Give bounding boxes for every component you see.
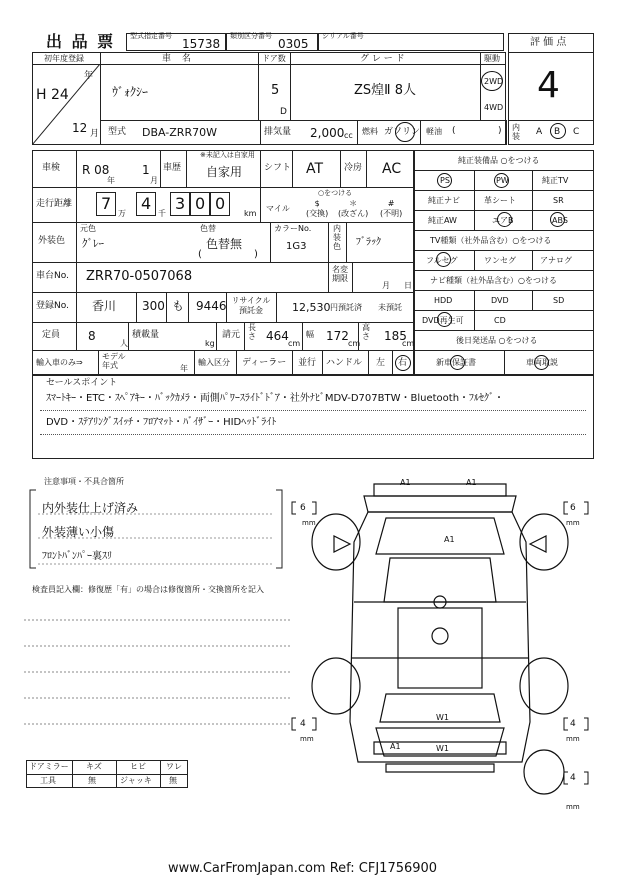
interior-color-value: ﾌﾞﾗｯｸ: [356, 237, 381, 248]
tools-header-scratch: キズ: [86, 762, 102, 771]
equip-pw: PW: [496, 176, 509, 185]
plate-kana: も: [172, 299, 185, 313]
damage-mark-front-bumper-2: A1: [466, 478, 477, 487]
height-label: 高さ: [362, 323, 370, 341]
equip-airbag-circle: [497, 212, 512, 227]
send-warranty-circle: [450, 355, 465, 370]
first-reg-month-unit: 月: [90, 129, 100, 139]
handle-right: 右: [398, 358, 408, 368]
form-title: 出 品 票: [46, 32, 116, 51]
height-unit: cm: [402, 339, 415, 348]
score-label: 評 価 点: [530, 37, 567, 48]
mile-opt-exchange: $ (交換): [306, 199, 329, 218]
tire-depth-rear-left: 4: [300, 719, 306, 729]
name-change-label: 名変期限: [332, 265, 348, 284]
inspector-note-label: 検査員記入欄：修復歴「有」の場合は修復箇所・交換箇所を記入: [32, 585, 264, 594]
mileage-km: km: [244, 209, 257, 218]
tools-tool-value: 無: [88, 776, 96, 785]
class-number-value: 0305: [278, 37, 309, 51]
note-item-1: 内外装仕上げ済み: [42, 501, 139, 515]
tools-header-break: ワレ: [166, 762, 182, 771]
damage-mark-rear: W1: [436, 713, 449, 722]
color-paren-left: (: [198, 249, 202, 260]
equip-ps: PS: [440, 176, 450, 185]
type-number-value: 15738: [182, 37, 221, 51]
mile-opt-tampered: ＊ (改ざん): [338, 199, 369, 218]
car-name-value: ｳﾞｫｸｼｰ: [112, 85, 149, 99]
send-manual: 車両取説: [526, 358, 558, 367]
class-number-label: 類別区分番号: [230, 32, 272, 40]
capacity-unit: 人: [120, 339, 128, 348]
tools-header-crack: ヒビ: [130, 762, 146, 771]
note-item-2: 外装薄い小傷: [42, 525, 115, 539]
model-year-label: モデル年式: [102, 352, 126, 370]
fuel-label: 燃料: [362, 127, 378, 136]
type-number-label: 型式指定番号: [130, 32, 172, 40]
equip-abs-circle: [550, 212, 565, 227]
recycle-paid: 円預託済: [330, 303, 362, 312]
color-orig-label: 元色: [80, 224, 96, 233]
tv-fullseg: フルセグ: [426, 256, 458, 265]
send-warranty: 新車保証書: [436, 358, 476, 367]
tire-depth-front-right: 6: [570, 503, 576, 513]
send-label: 後日発送品 ○をつける: [456, 336, 538, 345]
mileage-digit-5: 0: [215, 194, 226, 213]
drive-4wd: 4WD: [484, 103, 504, 112]
mileage-digit-1: 7: [101, 194, 112, 213]
handle-right-circle: [395, 355, 411, 371]
import-type-label: 輸入区分: [198, 358, 230, 367]
tire-depth-spare: 4: [570, 773, 576, 783]
equip-abs: ABS: [552, 216, 568, 225]
name-change-month: 月: [382, 281, 390, 290]
shift-label: シフト: [264, 163, 292, 173]
equip-pw-circle: [494, 173, 509, 188]
ac-value: AC: [382, 161, 402, 177]
car-name-label: 車 名: [162, 54, 195, 64]
length-unit: cm: [288, 339, 301, 348]
inspector-lines: [24, 600, 290, 750]
doors-value: 5: [271, 83, 280, 98]
fuel-circle: [395, 122, 415, 142]
mileage-man: 万: [118, 209, 126, 218]
mile-label: マイル: [266, 204, 290, 213]
length-value: 464: [266, 329, 289, 343]
interior-label: 内装: [512, 123, 520, 141]
notes-label: 注意事項・不具合箇所: [44, 477, 124, 486]
plate-area: 香川: [92, 299, 117, 313]
import-dealer: ディーラー: [242, 358, 287, 368]
car-history-value: 自家用: [206, 165, 243, 179]
car-history-label: 車歴: [163, 163, 182, 173]
chassis-label: 車台No.: [36, 271, 69, 281]
recycle-label: リサイクル預託金: [231, 296, 271, 315]
nav-cd: CD: [494, 316, 506, 325]
plate-number: 9446: [196, 299, 227, 313]
grade-label: グ レ ー ド: [360, 54, 405, 64]
color-no-value: 1G3: [286, 241, 307, 252]
ac-label: 冷房: [344, 163, 363, 173]
color-pre-label: 色替: [200, 224, 216, 233]
first-reg-label: 初年度登録: [44, 54, 84, 63]
car-damage-diagram: [290, 472, 590, 812]
import-parallel: 並行: [298, 358, 317, 368]
displacement-value: 2,000: [310, 126, 345, 140]
grade-value: ZS煌Ⅱ 8人: [354, 83, 416, 98]
tire-depth-front-left-unit: mm: [302, 519, 316, 527]
model-label: 型式: [108, 127, 127, 137]
mileage-digit-2: 4: [141, 194, 152, 213]
nav-dvd-play: DVD再生可: [422, 316, 464, 325]
first-reg-diagonal: [32, 64, 100, 145]
plate-label: 登録No.: [36, 301, 69, 311]
chassis-value: ZRR70-0507068: [86, 269, 193, 284]
request-label: 請元: [222, 330, 241, 340]
sales-point-line-2: DVD・ｽﾃｱﾘﾝｸﾞｽｲｯﾁ・ﾌﾛｱﾏｯﾄ・ﾊﾞｲｻﾞｰ・HIDﾍｯﾄﾞﾗｲﾄ: [46, 417, 277, 428]
interior-grade-c: C: [573, 127, 580, 137]
import-label: 輸入車のみ⇒: [36, 358, 83, 367]
equip-oem-navi: 純正ナビ: [428, 196, 460, 205]
height-value: 185: [384, 329, 407, 343]
damage-mark-front-bumper: A1: [400, 478, 411, 487]
handle-left: 左: [376, 358, 386, 368]
tools-jack-label: ジャッキ: [120, 776, 152, 785]
car-history-note: ※未記入は自家用: [200, 151, 255, 159]
handle-label: ハンドル: [326, 358, 363, 368]
mileage-sen: 千: [158, 209, 166, 218]
nav-dvd-play-circle: [437, 312, 452, 327]
nav-dvd: DVD: [491, 296, 509, 305]
nav-type-label: ナビ種類（社外品含む）○をつける: [430, 276, 557, 285]
mileage-digit-4: 0: [195, 194, 206, 213]
name-change-day: 日: [404, 281, 412, 290]
inspection-year-unit: 年: [107, 176, 115, 185]
send-manual-circle: [534, 355, 549, 370]
interior-grade-b: B: [554, 127, 561, 137]
drive-2wd-circle: [481, 71, 503, 91]
tv-analog: アナログ: [540, 256, 572, 265]
drive-label: 駆動: [484, 54, 500, 63]
oil-paren-right: ): [498, 126, 502, 136]
inspection-month: 1: [142, 163, 150, 177]
tire-depth-rear-left-unit: mm: [300, 735, 314, 743]
inspection-value: R 08: [82, 163, 110, 177]
damage-mark-rear-bumper-2: W1: [436, 744, 449, 753]
model-value: DBA-ZRR70W: [142, 126, 217, 139]
length-label: 長さ: [248, 323, 256, 341]
note-item-3: ﾌﾛﾝﾄﾊﾞﾝﾊﾟｰ裏ｽﾘ: [42, 551, 112, 562]
tools-tool-label: 工具: [40, 776, 56, 785]
displacement-label: 排気量: [264, 127, 292, 137]
tools-header-mirror: ドアミラー: [29, 762, 69, 771]
color-label: 外装色: [38, 236, 66, 246]
tire-depth-rear-right-unit: mm: [566, 735, 580, 743]
tv-fullseg-circle: [436, 252, 451, 267]
fuel-value: ガソリン: [384, 127, 421, 137]
first-reg-year-unit: 年: [84, 71, 94, 81]
equip-ps-circle: [437, 173, 452, 188]
oil-label: 軽油: [426, 127, 442, 136]
displacement-unit: cc: [344, 131, 353, 140]
tools-jack-value: 無: [169, 776, 177, 785]
tv-oneseg: ワンセグ: [484, 256, 516, 265]
oil-paren-left: (: [452, 126, 456, 136]
color-no-label: カラーNo.: [274, 224, 312, 233]
equip-leather: 革シート: [484, 196, 516, 205]
equip-oem-tv: 純正TV: [542, 176, 569, 185]
inspection-label: 車検: [42, 163, 61, 173]
sales-point-line-1: ｽﾏｰﾄｷｰ・ETC・ｽﾍﾟｱｷｰ・ﾊﾞｯｸｶﾒﾗ・両側ﾊﾟﾜｰｽﾗｲﾄﾞﾄﾞｱ・社外ﾅﾋﾞMDV-D707BTW・Bluetooth・ﾌﾙｾｸﾞ・: [46, 393, 505, 404]
equip-airbag: エアB: [492, 216, 514, 225]
doors-type: D: [280, 107, 287, 117]
mileage-label: 走行距離: [36, 199, 73, 209]
drive-2wd: 2WD: [484, 77, 504, 86]
interior-grade-b-circle: [550, 123, 566, 139]
interior-grade-a: A: [536, 127, 543, 137]
color-change-value: 色替無: [206, 237, 243, 251]
width-unit: cm: [348, 339, 361, 348]
mile-circle-note: ○をつける: [318, 189, 353, 197]
width-value: 172: [326, 329, 349, 343]
recycle-value: 12,530: [292, 301, 331, 314]
doors-label: ドア数: [262, 54, 286, 63]
load-label: 積載量: [132, 330, 160, 340]
nav-hdd: HDD: [434, 296, 453, 305]
tire-depth-front-right-unit: mm: [566, 519, 580, 527]
sales-point-label: セールスポイント: [46, 378, 118, 388]
width-label: 幅: [306, 330, 314, 339]
first-reg-era: H 24: [36, 87, 69, 103]
load-unit: kg: [205, 339, 215, 348]
oem-equipment-label: 純正装備品 ○をつける: [458, 156, 540, 165]
capacity-label: 定員: [42, 330, 61, 340]
equip-sr: SR: [553, 196, 564, 205]
model-year-unit: 年: [180, 364, 188, 373]
recycle-not-paid: 未預託: [378, 303, 402, 312]
tire-depth-rear-right: 4: [570, 719, 576, 729]
damage-mark-rear-bumper: A1: [390, 742, 401, 751]
serial-number-label: シリアル番号: [322, 32, 364, 40]
color-value: ｸﾞﾚｰ: [82, 237, 104, 250]
equip-oem-aw: 純正AW: [428, 216, 457, 225]
first-reg-month: 12: [72, 121, 88, 135]
damage-mark-hood: A1: [444, 535, 455, 544]
mileage-digit-3: 3: [175, 194, 186, 213]
mile-opt-unknown: # (不明): [380, 199, 403, 218]
interior-color-label: 内装色: [333, 224, 341, 251]
shift-value: AT: [306, 161, 324, 177]
tv-type-label: TV種類（社外品含む）○をつける: [430, 236, 552, 245]
tire-depth-front-left: 6: [300, 503, 306, 513]
tire-depth-spare-unit: mm: [566, 803, 580, 811]
plate-class: 300: [142, 299, 165, 313]
capacity-value: 8: [88, 329, 96, 343]
score-value: 4: [537, 65, 560, 106]
nav-sd: SD: [553, 296, 565, 305]
footer-watermark: www.CarFromJapan.com Ref: CFJ1756900: [168, 861, 438, 876]
color-paren-right: ): [254, 249, 258, 260]
inspection-month-unit: 月: [150, 176, 158, 185]
